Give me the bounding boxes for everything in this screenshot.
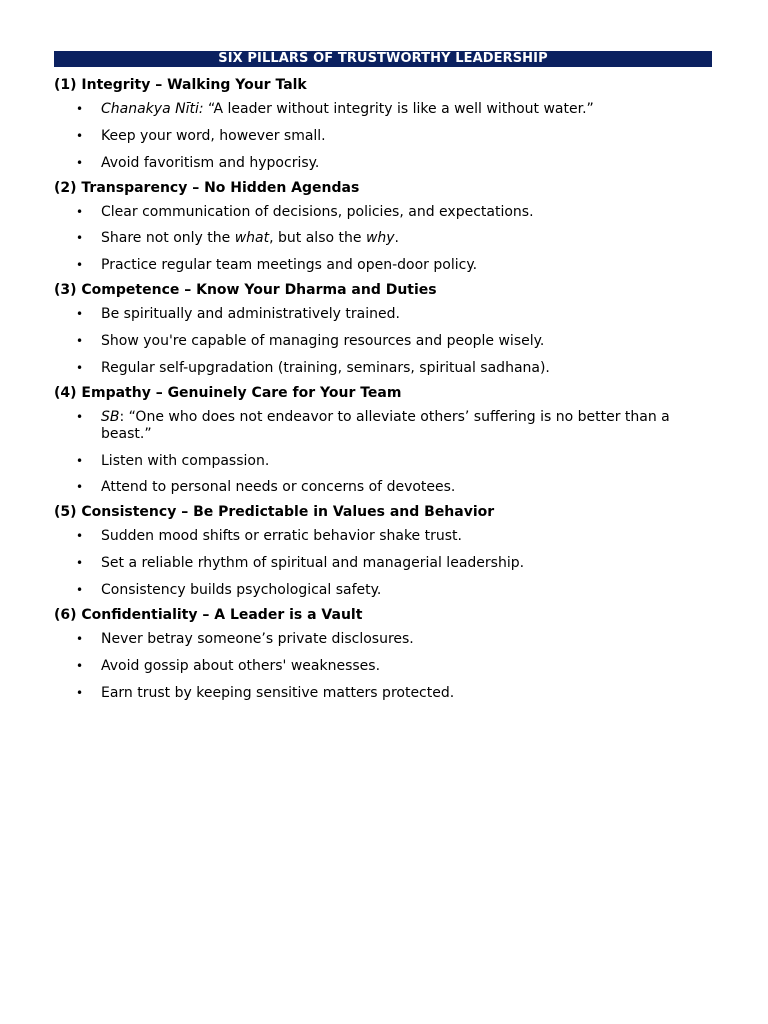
bullet-list-confidentiality [54,631,694,702]
list-item [54,658,694,675]
bullet-icon: • [76,480,84,495]
list-item [54,479,694,496]
section-heading-empathy: (4) Empathy – Genuinely Care for Your Team [54,384,402,401]
list-item [54,555,694,572]
list-item-text: Avoid gossip about others' weaknesses. [101,657,381,674]
list-item-text: Attend to personal needs or concerns of devotees. [101,479,456,496]
bullet-icon: • [76,128,84,143]
list-item-text: Set a reliable rhythm of spiritual and managerial leadership. [101,555,525,572]
list-item-text: Practice regular team meetings and open-door policy. [101,257,478,274]
bullet-icon: • [76,231,84,246]
citation-source: SB [101,408,120,425]
list-item [54,528,694,545]
list-item [54,409,694,443]
bullet-icon: • [76,529,84,544]
bullet-list-integrity [54,101,694,172]
bullet-icon: • [76,360,84,375]
bullet-icon: • [76,409,84,424]
bullet-icon: • [76,155,84,170]
list-item-text: Regular self-upgradation (training, seminars, spiritual sadhana). [101,359,550,376]
list-item [54,155,694,172]
bullet-list-competence [54,306,694,377]
list-item-text-pre: Share not only the [101,230,235,247]
list-item [54,101,694,118]
list-item [54,360,694,377]
section-heading-confidentiality: (6) Confidentiality – A Leader is a Vault [54,606,363,623]
section-heading-transparency: (2) Transparency – No Hidden Agendas [54,179,360,196]
list-item-text: Be spiritually and administratively trained. [101,306,400,323]
bullet-list-consistency [54,528,694,599]
list-item-text: Clear communication of decisions, policies, and expectations. [101,203,534,220]
bullet-icon: • [76,658,84,673]
citation-source: Chanakya Nīti: [101,101,204,117]
list-item-text: Never betray someone’s private disclosures. [101,630,414,647]
bullet-icon: • [76,556,84,571]
list-item [54,453,694,470]
bullet-list-empathy [54,409,694,497]
list-item-text: Show you're capable of managing resources and people wisely. [101,332,545,349]
list-item-text: Listen with compassion. [101,452,270,469]
list-item-text: Earn trust by keeping sensitive matters protected. [101,684,455,701]
document-body [54,75,694,708]
bullet-icon: • [76,333,84,348]
document-title: SIX PILLARS OF TRUSTWORTHY LEADERSHIP [54,51,712,67]
list-item [54,230,694,247]
bullet-icon: • [76,582,84,597]
section-heading-consistency: (5) Consistency – Be Predictable in Values and Behavior [54,504,495,521]
list-item [54,582,694,599]
bullet-icon: • [76,102,84,116]
list-item [54,204,694,221]
list-item-text: : “One who does not endeavor to alleviate others’ suffering is no better than a beast.” [101,408,670,442]
bullet-icon: • [76,258,84,273]
list-item [54,128,694,145]
bullet-icon: • [76,685,84,700]
bullet-icon: • [76,453,84,468]
section-heading-competence: (3) Competence – Know Your Dharma and Duties [54,282,437,299]
list-item [54,257,694,274]
list-item-text: Keep your word, however small. [101,127,326,144]
bullet-icon: • [76,307,84,322]
list-item-text-mid: , but also the [269,230,366,247]
bullet-list-transparency [54,204,694,275]
list-item [54,333,694,350]
list-item [54,306,694,323]
list-item-text: Avoid favoritism and hypocrisy. [101,154,320,171]
bullet-icon: • [76,631,84,646]
list-item-text: Consistency builds psychological safety. [101,581,382,598]
section-heading-integrity: (1) Integrity – Walking Your Talk [54,77,307,93]
list-item-text: Sudden mood shifts or erratic behavior shake trust. [101,528,462,545]
list-item-text: “A leader without integrity is like a well without water.” [203,101,594,117]
emphasis-what: what [234,230,270,247]
emphasis-why: why [365,230,395,247]
list-item [54,631,694,648]
bullet-icon: • [76,204,84,219]
list-item [54,685,694,702]
list-item-text-post: . [394,230,399,247]
